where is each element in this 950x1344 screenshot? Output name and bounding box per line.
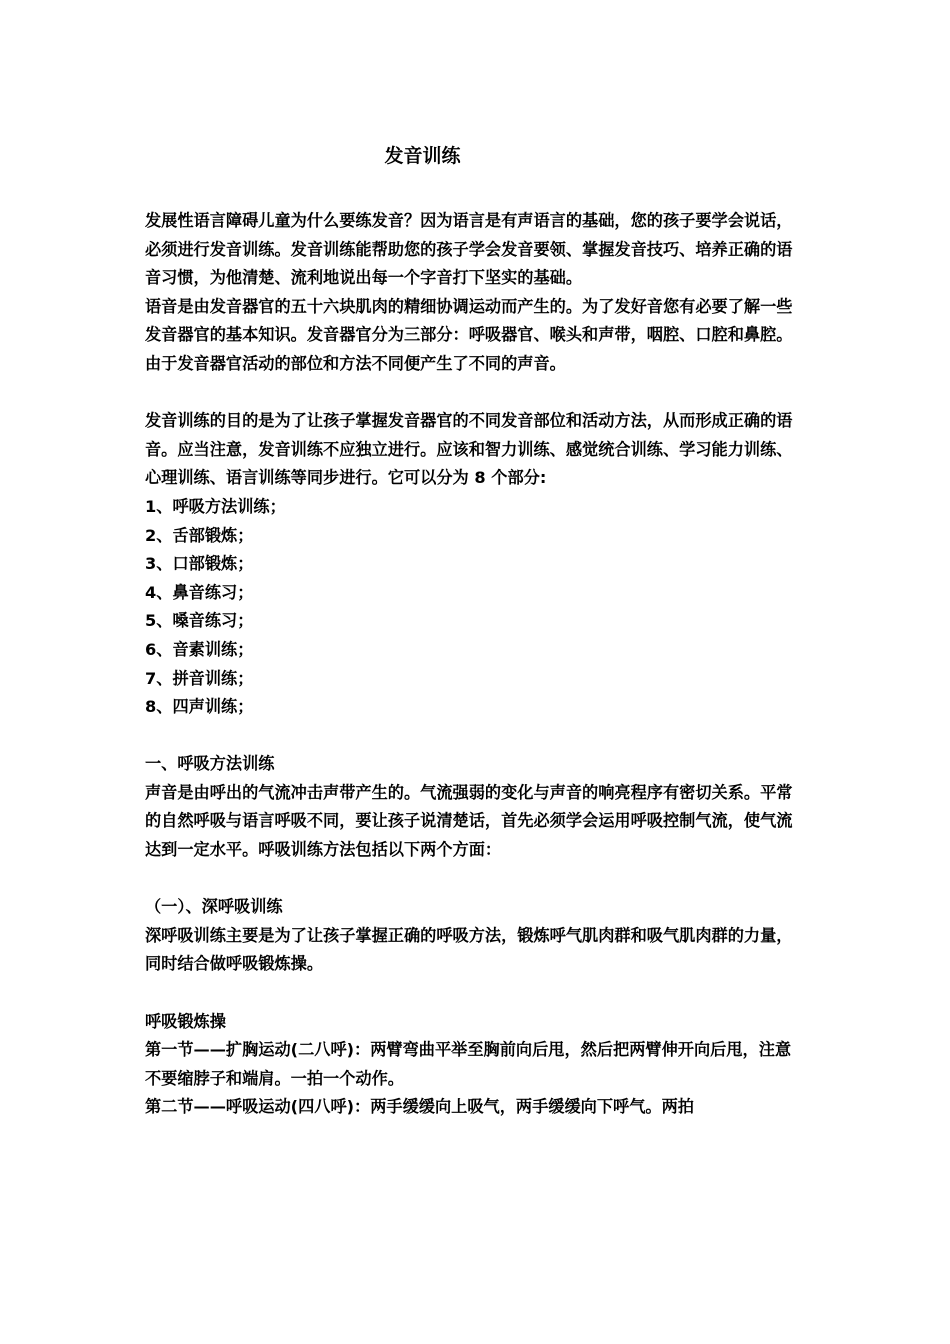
list-item: 2、舌部锻炼； <box>145 525 254 545</box>
intro-paragraph-2: 语音是由发音器官的五十六块肌肉的精细协调运动而产生的。为了发好音您有必要了解一些发音器官的基本知识。发音器官分为三部分：呼吸器官、喉头和声带，咽腔、口腔和鼻腔。由于发音器官活动的部位和方法不同便产生了不同的声音。 <box>145 296 793 373</box>
blank-line <box>145 865 800 894</box>
list-item: 3、口部锻炼； <box>145 554 254 574</box>
blank-line <box>145 722 800 751</box>
document-title: 发音训练 <box>384 145 461 167</box>
section-1-paragraph: 声音是由呼出的气流冲击声带产生的。气流强弱的变化与声音的响亮程序有密切关系。平常的自然呼吸与语言呼吸不同，要让孩子说清楚话，首先必须学会运用呼吸控制气流，使气流达到一定水平。呼吸训练方法包括以下两个方面： <box>145 782 793 860</box>
intro-paragraph-1: 发展性语言障碍儿童为什么要练发音？因为语言是有声语言的基础，您的孩子要学会说话，必须进行发音训练。发音训练能帮助您的孩子学会发音要领、掌握发音技巧、培养正确的语音习惯，为他清楚、流利地说出每一个字音打下坚实的基础。 <box>145 211 793 288</box>
subsection-1-heading: （一）、深呼吸训练 <box>145 897 283 917</box>
blank-line <box>145 979 800 1008</box>
list-item: 8、四声训练； <box>145 697 254 717</box>
exercise-2: 第二节——呼吸运动(四八呼)：两手缓缓向上吸气，两手缓缓向下呼气。两拍 <box>145 1097 694 1117</box>
list-item: 7、拼音训练； <box>145 668 254 688</box>
list-item: 6、音素训练； <box>145 639 254 659</box>
list-item: 5、嗓音练习； <box>145 611 254 631</box>
list-item: 4、鼻音练习； <box>145 582 254 602</box>
subsection-1-paragraph: 深呼吸训练主要是为了让孩子掌握正确的呼吸方法，锻炼呼气肌肉群和吸气肌肉群的力量，同时结合做呼吸锻炼操。 <box>145 925 793 974</box>
list-item: 1、呼吸方法训练； <box>145 496 286 516</box>
blank-line <box>145 379 800 408</box>
exercise-heading: 呼吸锻炼操 <box>145 1011 226 1031</box>
exercise-1: 第一节——扩胸运动(二八呼)：两臂弯曲平举至胸前向后甩，然后把两臂伸开向后甩，注意不要缩脖子和端肩。一拍一个动作。 <box>145 1040 792 1088</box>
training-list <box>145 493 800 722</box>
document-body <box>145 207 800 1122</box>
purpose-paragraph: 发音训练的目的是为了让孩子掌握发音器官的不同发音部位和活动方法，从而形成正确的语音。应当注意，发音训练不应独立进行。应该和智力训练、感觉统合训练、学习能力训练、心理训练、语言训练等同步进行。它可以分为 8 个部分: <box>145 411 793 488</box>
section-1-heading: 一、呼吸方法训练 <box>145 754 275 774</box>
